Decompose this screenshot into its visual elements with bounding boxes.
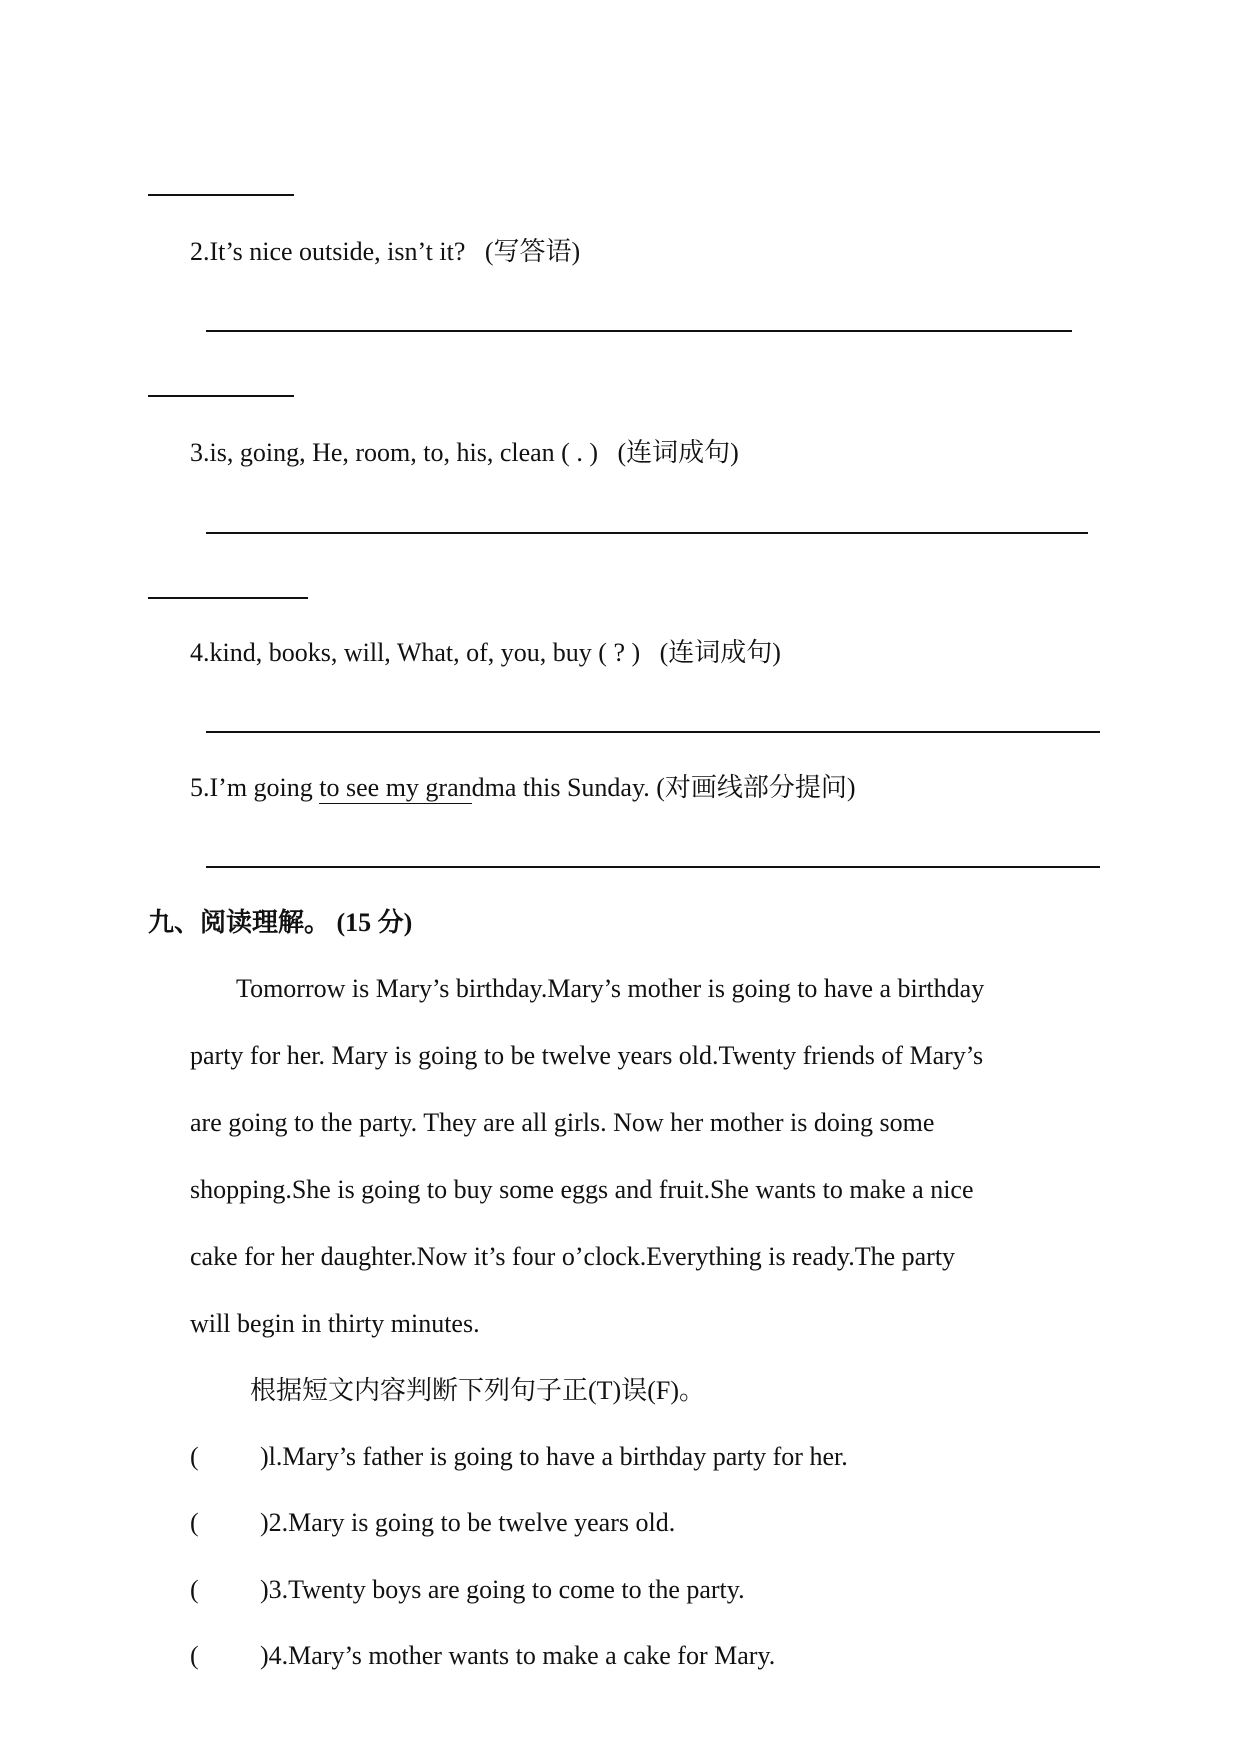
question-3-instruction: (连词成句) [617, 438, 739, 467]
answer-line-q4[interactable] [206, 731, 1100, 733]
question-4-text: 4.kind, books, will, What, of, you, buy ( ? ) [190, 638, 641, 667]
tf-item-text: )3.Twenty boys are going to come to the party. [260, 1575, 745, 1604]
answer-line-fragment [148, 597, 308, 599]
answer-bracket[interactable]: ( [190, 1508, 199, 1537]
answer-line-q3[interactable] [206, 532, 1088, 534]
tf-item-text: )4.Mary’s mother wants to make a cake for Mary. [260, 1641, 776, 1670]
passage-line: will begin in thirty minutes. [190, 1309, 480, 1338]
question-3 [190, 440, 739, 466]
tf-item-text: )2.Mary is going to be twelve years old. [260, 1508, 676, 1537]
tf-item-3[interactable] [190, 1577, 745, 1603]
section-9-heading: 九、阅读理解。 (15 分) [148, 908, 413, 937]
tf-item-2[interactable] [190, 1510, 675, 1536]
tf-item-1[interactable] [190, 1444, 848, 1470]
answer-line-fragment [148, 194, 294, 196]
passage-line: are going to the party. They are all girls. Now her mother is doing some [190, 1108, 935, 1137]
section-9-instruction: 根据短文内容判断下列句子正(T)误(F)。 [250, 1376, 705, 1405]
answer-bracket[interactable]: ( [190, 1641, 199, 1670]
question-5-after: dma this Sunday. [471, 773, 650, 802]
answer-line-fragment [148, 395, 294, 397]
question-2 [190, 239, 580, 265]
question-3-text: 3.is, going, He, room, to, his, clean ( . ) [190, 438, 598, 467]
answer-line-q5[interactable] [206, 866, 1100, 868]
tf-item-4[interactable] [190, 1643, 775, 1669]
passage-line: Tomorrow is Mary’s birthday.Mary’s mother is going to have a birthday [236, 974, 985, 1003]
question-2-instruction: (写答语) [484, 237, 581, 266]
answer-bracket[interactable]: ( [190, 1575, 199, 1604]
passage-line: party for her. Mary is going to be twelve years old.Twenty friends of Mary’s [190, 1041, 984, 1070]
question-5-underlined: to see my gran [319, 773, 472, 802]
question-4-instruction: (连词成句) [659, 638, 781, 667]
question-4 [190, 640, 781, 666]
question-5-before: 5.I’m going [190, 773, 320, 802]
tf-item-text: )l.Mary’s father is going to have a birthday party for her. [260, 1442, 848, 1471]
question-2-text: 2.It’s nice outside, isn’t it? [190, 237, 466, 266]
passage-line: cake for her daughter.Now it’s four o’clock.Everything is ready.The party [190, 1242, 956, 1271]
question-5-instruction: (对画线部分提问) [656, 773, 856, 802]
answer-bracket[interactable]: ( [190, 1442, 199, 1471]
answer-line-q2[interactable] [206, 330, 1072, 332]
question-5 [190, 775, 856, 801]
passage-line: shopping.She is going to buy some eggs and fruit.She wants to make a nice [190, 1175, 974, 1204]
